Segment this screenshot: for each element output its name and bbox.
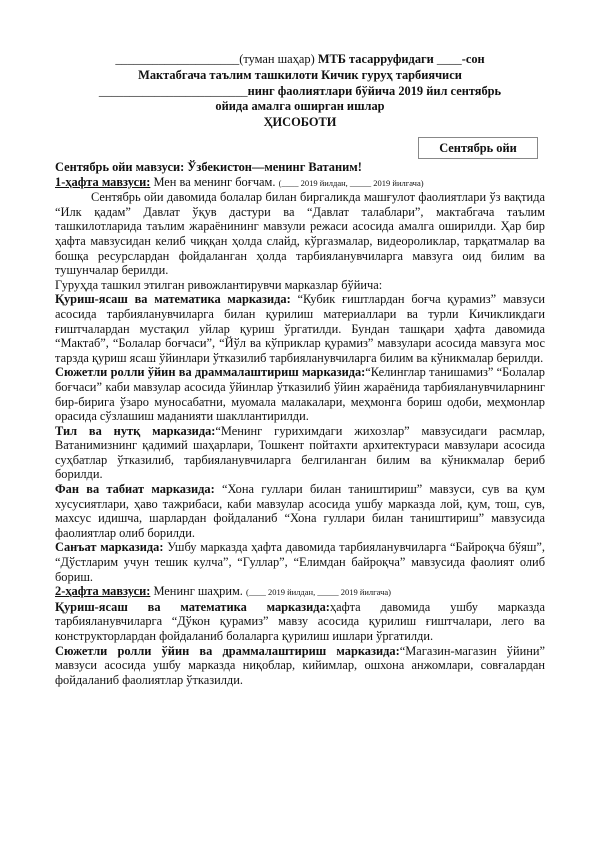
report-header: [55, 52, 545, 131]
number-suffix: -сон: [461, 52, 485, 66]
header-line-2: Мактабгача таълим ташкилоти Кичик гуруҳ тарбиячиси: [138, 67, 462, 82]
center-paragraph: [55, 482, 545, 540]
month-badge: Сентябрь ойи: [418, 137, 538, 159]
center-title: Санъат марказида:: [55, 540, 164, 555]
center-title: Сюжетли ролли ўйин ва драммалаштириш марказида:: [55, 643, 400, 658]
week2-dates: (____ 2019 йилдан, _____ 2019 йилгача): [246, 587, 391, 598]
week2-heading: [55, 584, 545, 600]
month-theme: Сентябрь ойи мавзуси: Ўзбекистон—менинг Ватаним!: [55, 160, 362, 174]
center-paragraph: [55, 540, 545, 584]
report-page: [55, 52, 545, 687]
week1-label: 1-ҳафта мавзуси:: [55, 174, 151, 189]
center-paragraph: [55, 424, 545, 482]
center-title: Тил ва нутқ марказида:: [55, 423, 216, 438]
center-text: “Хона гуллари билан таништириш” мавзуси, сув ва қум хусусиятлари, ҳаво тажрибаси, каби мавзулар асосида ушбу марказда лой, қум, тош, сув, махсус идишча, шарлардан фойдаланиб “Хона гуллари билан таништириш” мавзусида фаолиятлар олиб борилди.: [55, 482, 545, 540]
center-text: “Магазин-магазин ўйини” мавзуси асосида ушбу марказда ниқоблар, кийимлар, ошхона анжомлари, совғалардан фойдаланиб фаолиятлар ўтказилди.: [55, 643, 545, 687]
header-line-4: ойида амалга оширган ишлар: [215, 99, 385, 114]
report-body: [55, 160, 545, 687]
header-line-1: [55, 52, 545, 68]
center-text: Ушбу марказда ҳафта давомида тарбияланувчиларга “Байроқча бўяш”, “Дўстларим учун тешик кулча”, “Гуллар”, “Елимдан байроқча” мавзусида фаолият олиб бориш.: [55, 540, 545, 584]
center-title: Сюжетли ролли ўйин ва драммалаштириш марказида:: [55, 365, 366, 380]
number-blank: ____: [436, 52, 462, 66]
header-line-3: [55, 84, 545, 100]
week1-heading: [55, 175, 545, 191]
name-blank: ________________________: [98, 83, 248, 98]
center-title: Қуриш-ясаш ва математика марказида:: [55, 292, 291, 307]
center-text: “Келинглар танишамиз” “Болалар боғчаси” каби мавзулар асосида ўйинлар ўтказилиб ўйин жараёнида тарбияланувчиларнинг бир-бирига ўзаро муносабатни, муомала малакалари, меҳмонга бориш одоби, меҳмонлар орасида сўзлашиш маданияти шакллантирилди.: [55, 365, 545, 424]
week1-dates: (____ 2019 йилдан, _____ 2019 йилгача): [278, 177, 424, 188]
district-blank: ____________________: [115, 52, 240, 66]
centers-intro: Гуруҳда ташкил этилган ривожлантирувчи марказлар бўйича:: [55, 277, 383, 292]
header-line-3-text: нинг фаолиятлари бўйича 2019 йил сентябрь: [247, 83, 502, 98]
center-text: ҳафта давомида ушбу марказда тарбияланувчиларга “Дўкон қурамиз” мавзу асосида қурилиш ғиштчалари, лего ва конструкторлардан фойдаланиб болаларга қурилиш ишлари ўргатилди.: [55, 599, 545, 643]
report-title: ҲИСОБОТИ: [263, 115, 337, 130]
center-paragraph: [55, 365, 545, 423]
center-title: Қуриш-ясаш ва математика марказида:: [55, 599, 330, 614]
center-text: “Менинг гурихимдаги жихозлар” мавзусидаги расмлар, Ватанимизнинг қадимий шаҳарлари, Тошкент пойтахти архитектураси мавзулари асосида суҳбатлар ўтказилиб, тарбияланувчиларга белгиланган билим ва кўникмалар бериб борилди.: [55, 423, 545, 482]
center-text: “Кубик ғиштлардан боғча қурамиз” мавзуси асосида тарбияланувчиларга билан қурилиш материаллари ва турли Кичикликдаги ғиштчалардан мустақил уйлар қуриш ўргатилди. Бундан ташқари ҳафта давомида “Мактаб”, “Болалар боғчаси”, “Йўл ва кўприклар қурамиз” мавзулари асосида мавзуга мос тарзда қуриш ясаш ўйинлари ўтказилиб тарбияланувчиларга билим ва кўникмалар берилди.: [55, 292, 545, 365]
week2-label: 2-ҳафта мавзуси:: [55, 584, 151, 599]
center-title: Фан ва табиат марказида:: [55, 482, 215, 497]
center-paragraph: [55, 600, 545, 644]
district-label: (туман шаҳар): [239, 52, 315, 66]
week1-title: Мен ва менинг боғчам.: [150, 174, 276, 189]
intro-paragraph: Сентябрь ойи давомида болалар билан биргаликда машғулот фаолиятлари ўз вақтида “Илк қадам” Давлат ўқув дастури ва “Давлат талаблари”, мактабгача таълим ташкилотларида таълим жараёнининг мавзули режаси асосида амалга оширилди. Ҳар бир ҳафта мавзусидан келиб чиққан ҳолда слайд, кўргазмалар, видеороликлар, тарқатмалар ва бошқа ресурслардан фойдаланган ҳолда тарбияланувчиларга мавзуга оид билим ва тушунчалар берилди.: [55, 190, 545, 278]
center-paragraph: [55, 292, 545, 365]
center-paragraph: [55, 644, 545, 688]
week2-title: Менинг шаҳрим.: [150, 584, 243, 599]
school-label: МТБ тасарруфидаги: [317, 52, 434, 66]
